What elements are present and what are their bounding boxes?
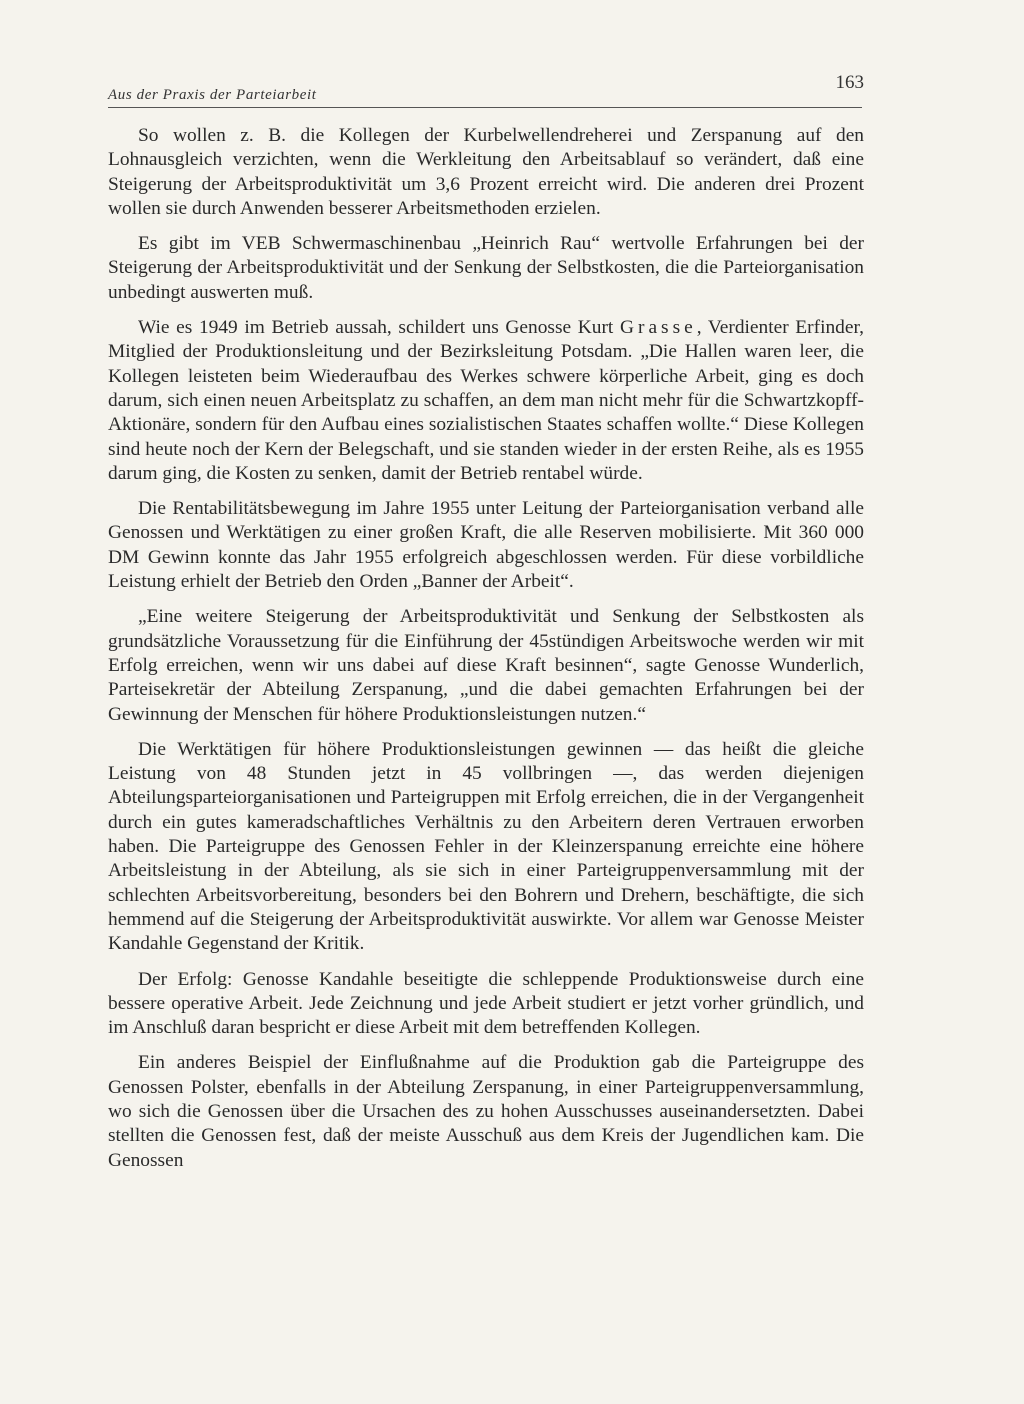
paragraph-4: Die Rentabilitätsbewegung im Jahre 1955 unter Leitung der Parteiorganisation verband alle Genossen und Werktätigen zu einer großen Kraft, die alle Reserven mobilisierte. Mit 360 000 DM Gewinn konnte das Jahr 1955 erfolgreich abgeschlossen werden. Für diese vorbildliche Leistung erhielt der Betrieb den Orden „Banner der Arbeit“. <box>108 498 864 593</box>
paragraph-1: So wollen z. B. die Kollegen der Kurbelwellendreherei und Zerspanung auf den Lohnausgleich verzichten, wenn die Werkleitung den Arbeitsablauf so verändert, daß eine Steigerung der Arbeitsproduktivität um 3,6 Prozent erreicht wird. Die anderen drei Prozent wollen sie durch Anwenden besserer Arbeitsmethoden erzielen. <box>108 125 864 219</box>
person-name-grasse: Grasse <box>619 317 697 339</box>
paragraph-7: Der Erfolg: Genosse Kandahle beseitigte die schleppende Produktionsweise durch eine bessere operative Arbeit. Jede Zeichnung und jede Arbeit studiert er jetzt vorher gründlich, und im Anschluß daran bespricht er diese Arbeit mit dem betreffenden Kollegen. <box>108 968 864 1039</box>
running-head: Aus der Praxis der Parteiarbeit <box>108 87 317 103</box>
page-body <box>108 124 864 1184</box>
paragraph-2: Es gibt im VEB Schwermaschinenbau „Heinrich Rau“ wertvolle Erfahrungen bei der Steigerung der Arbeitsproduktivität und der Senkung der Selbstkosten, die die Parteiorganisation unbedingt auswerten muß. <box>108 233 864 303</box>
paragraph-3 <box>108 316 864 486</box>
header-rule <box>108 107 862 108</box>
paragraph-3-rest: , Verdienter Erfinder, Mitglied der Produktionsleitung und der Bezirksleitung Potsdam. „Die Hallen waren leer, die Kollegen leisteten beim Wiederaufbau des Werkes schwere körperliche Arbeit, ging es doch darum, sich einen neuen Arbeitsplatz zu schaffen, an dem man nicht mehr für die Schwartzkopff-Aktionäre, sondern für den Aufbau eines sozialistischen Staates schaffen wollte.“ Diese Kollegen sind heute noch der Kern der Belegschaft, und sie standen wieder in der ersten Reihe, als es 1955 darum ging, die Kosten zu senken, damit der Betrieb rentabel würde. <box>108 317 864 484</box>
paragraph-6: Die Werktätigen für höhere Produktionsleistungen gewinnen — das heißt die gleiche Leistung von 48 Stunden jetzt in 45 vollbringen —, das werden diejenigen Abteilungsparteiorganisationen und Parteigruppen mit Erfolg erreichen, die in der Vergangenheit durch ein gutes kameradschaftliches Verhältnis zu den Arbeitern deren Vertrauen erworben haben. Die Parteigruppe des Genossen Fehler in der Kleinzerspanung erreichte eine höhere Arbeitsleistung in der Abteilung, als sie sich in einer Parteigruppenversammlung mit der schlechten Arbeitsvorbereitung, besonders bei den Bohrern und Drehern, beschäftigte, die sich hemmend auf die Steigerung der Arbeitsproduktivität auswirkte. Vor allem war Genosse Meister Kandahle Gegenstand der Kritik. <box>108 738 864 955</box>
paragraph-8: Ein anderes Beispiel der Einflußnahme auf die Produktion gab die Parteigruppe des Genossen Polster, ebenfalls in der Abteilung Zerspanung, in einer Parteigruppenversammlung, wo sich die Genossen über die Ursachen des zu hohen Ausschusses auseinandersetzten. Dabei stellten die Genossen fest, daß der meiste Ausschuß aus dem Kreis der Jugendlichen kam. Die Genossen <box>108 1052 864 1171</box>
page-header <box>108 72 864 104</box>
paragraph-5: „Eine weitere Steigerung der Arbeitsproduktivität und Senkung der Selbstkosten als grundsätzliche Voraussetzung für die Einführung der 45stündigen Arbeitswoche werden wir mit Erfolg erreichen, wenn wir uns dabei auf diese Kraft besinnen“, sagte Genosse Wunderlich, Parteisekretär der Abteilung Zerspanung, „und die dabei gemachten Erfahrungen bei der Gewinnung der Menschen für höhere Produktionsleistungen nutzen.“ <box>108 606 864 725</box>
page-number: 163 <box>835 72 864 93</box>
paragraph-3-start: Wie es 1949 im Betrieb aussah, schildert uns Genosse Kurt <box>138 317 614 339</box>
